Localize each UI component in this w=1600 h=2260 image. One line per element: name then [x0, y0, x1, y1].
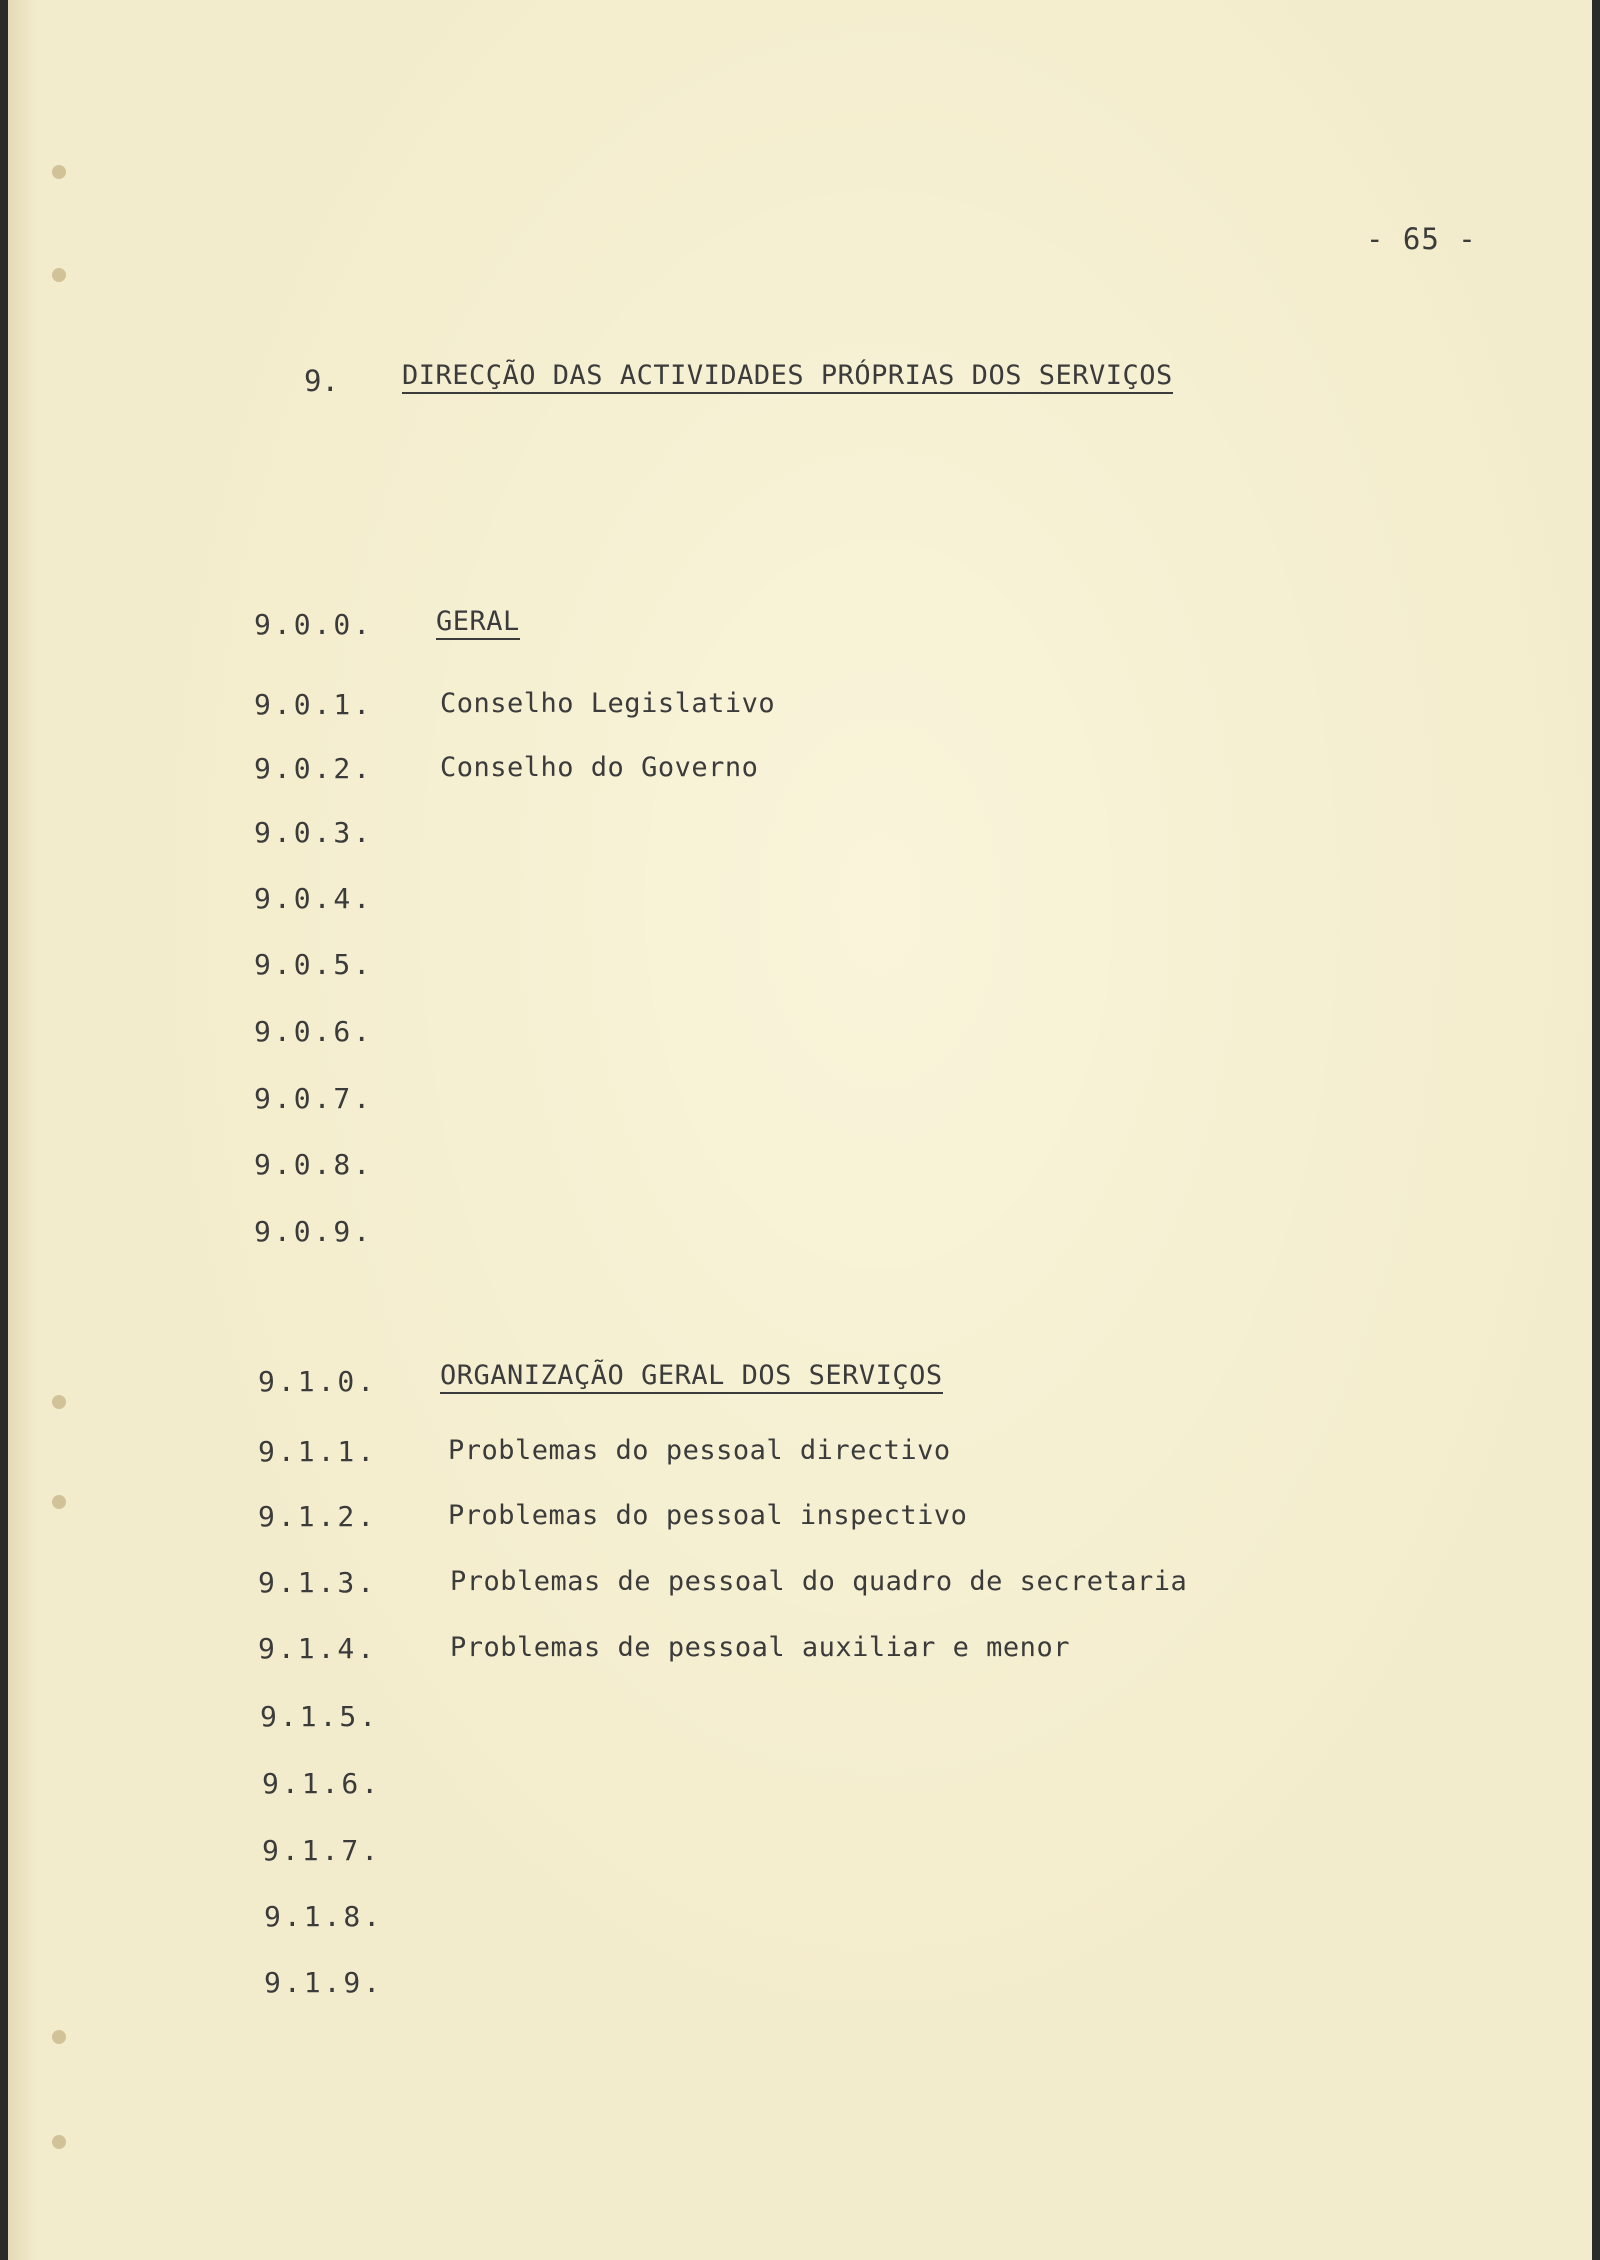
item-text: Problemas do pessoal directivo	[448, 1435, 951, 1466]
page-number: - 65 -	[1366, 222, 1477, 256]
item-text: Problemas de pessoal auxiliar e menor	[450, 1632, 1070, 1663]
punch-hole-mark	[52, 1395, 66, 1409]
item-number: 9.0.5.	[254, 948, 374, 981]
item-text: Problemas de pessoal do quadro de secretaria	[450, 1566, 1188, 1597]
item-number: 9.0.1.	[254, 688, 374, 721]
item-number: 9.0.8.	[254, 1148, 374, 1181]
item-number: 9.1.9.	[264, 1966, 384, 1999]
item-number: 9.1.3.	[258, 1566, 378, 1599]
item-number: 9.0.2.	[254, 752, 374, 785]
document-page	[8, 0, 1592, 2260]
item-number: 9.1.5.	[260, 1700, 380, 1733]
punch-hole-mark	[52, 165, 66, 179]
item-text: Conselho Legislativo	[440, 688, 776, 719]
punch-hole-mark	[52, 2030, 66, 2044]
item-number: 9.1.7.	[262, 1834, 382, 1867]
section-number: 9.1.0.	[258, 1365, 378, 1398]
section-heading: GERAL	[436, 606, 520, 640]
item-number: 9.0.7.	[254, 1082, 374, 1115]
item-number: 9.1.1.	[258, 1435, 378, 1468]
item-number: 9.0.9.	[254, 1215, 374, 1248]
item-number: 9.1.8.	[264, 1900, 384, 1933]
chapter-title: DIRECÇÃO DAS ACTIVIDADES PRÓPRIAS DOS SERVIÇOS	[402, 360, 1173, 394]
item-number: 9.1.2.	[258, 1500, 378, 1533]
punch-hole-mark	[52, 268, 66, 282]
item-number: 9.0.4.	[254, 882, 374, 915]
item-text: Conselho do Governo	[440, 752, 759, 783]
item-text: Problemas do pessoal inspectivo	[448, 1500, 968, 1531]
item-number: 9.1.6.	[262, 1767, 382, 1800]
chapter-number: 9.	[304, 364, 339, 398]
punch-hole-mark	[52, 1495, 66, 1509]
item-number: 9.0.3.	[254, 816, 374, 849]
section-heading: ORGANIZAÇÃO GERAL DOS SERVIÇOS	[440, 1360, 943, 1394]
section-number: 9.0.0.	[254, 608, 374, 641]
item-number: 9.0.6.	[254, 1015, 374, 1048]
item-number: 9.1.4.	[258, 1632, 378, 1665]
punch-hole-mark	[52, 2135, 66, 2149]
